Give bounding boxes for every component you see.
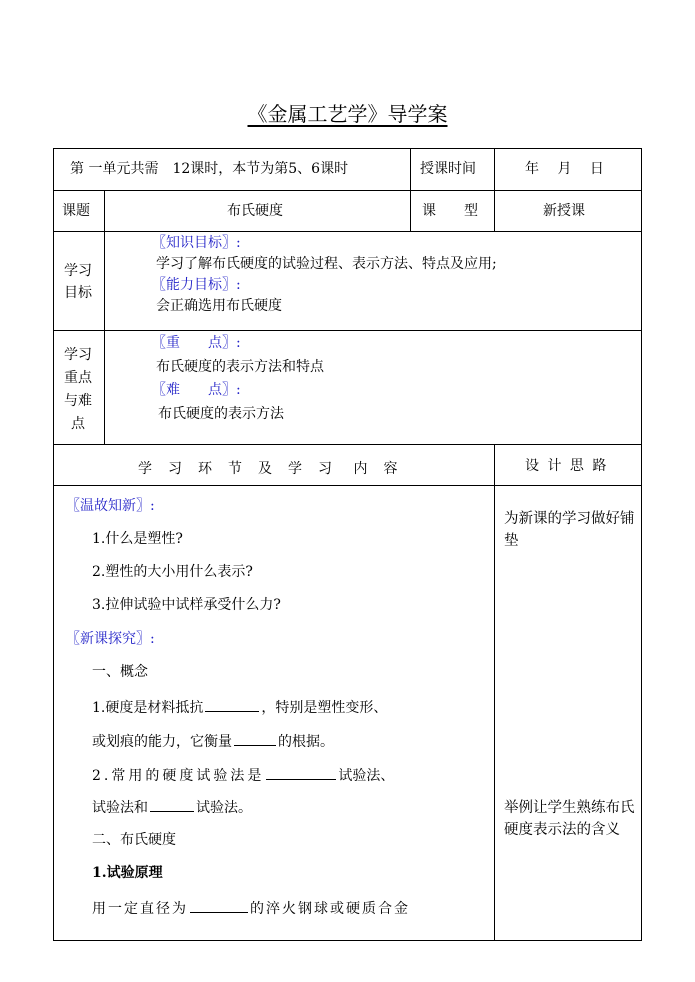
concept-line-1 (92, 697, 387, 717)
design-note-1: 为新课的学习做好铺垫 (504, 511, 635, 549)
row-divider-1 (53, 190, 642, 191)
topic-value: 布氏硬度 (227, 203, 283, 219)
unit-info: 第 一单元共需 12课时，本节为第5、6课时 (70, 161, 349, 177)
row-divider-2 (53, 231, 642, 232)
concept-line-3-start: 2.常用的硬度试验法是 (92, 768, 265, 784)
content-header-left: 学 习 环 节 及 学 习 内 容 (138, 461, 399, 477)
row-divider-5 (53, 485, 642, 486)
principle-line-1-start: 用一定直径为 (92, 901, 188, 917)
fill-blank[interactable] (234, 731, 276, 746)
date-fields: 年 月 日 (525, 161, 604, 177)
focus-label-2: 重点 (64, 370, 92, 386)
section-concept: 一、概念 (92, 664, 148, 680)
concept-line-1-end: ，特别是塑性变形、 (261, 700, 388, 716)
ability-heading: 〖能力目标〗: (152, 277, 241, 293)
focus-label-3: 与难 (64, 393, 92, 409)
page-title: 《金属工艺学》导学案 (247, 102, 448, 126)
fill-blank[interactable] (266, 765, 336, 780)
col-divider-a (410, 148, 411, 231)
key-point-heading: 〖重 点〗: (152, 335, 241, 351)
row-divider-3 (53, 330, 642, 331)
section-brinell: 二、布氏硬度 (92, 832, 176, 848)
fill-blank[interactable] (205, 697, 259, 712)
table-border-right (641, 148, 642, 941)
concept-line-4 (92, 797, 252, 817)
review-question-1: 1.什么是塑性? (92, 531, 183, 547)
focus-label-1: 学习 (64, 347, 92, 363)
table-border-top (53, 148, 642, 149)
difficult-point-heading: 〖难 点〗: (152, 382, 241, 398)
key-point-text: 布氏硬度的表示方法和特点 (156, 359, 324, 375)
design-note-2: 举例让学生熟练布氏硬度表示法的含义 (504, 800, 635, 838)
knowledge-heading: 〖知识目标〗: (152, 235, 241, 251)
table-border-left (53, 148, 54, 941)
subsection-principle (92, 864, 163, 882)
concept-line-2-end: 的根据。 (278, 734, 334, 750)
type-value: 新授课 (543, 203, 585, 219)
col-divider-b (494, 148, 495, 231)
difficult-point-text: 布氏硬度的表示方法 (158, 406, 284, 422)
concept-line-4-end: 试验法。 (196, 800, 252, 816)
ability-text: 会正确选用布氏硬度 (156, 298, 282, 314)
fill-blank[interactable] (150, 797, 194, 812)
concept-line-2-start: 或划痕的能力，它衡量 (92, 734, 232, 750)
focus-label-4: 点 (71, 416, 85, 432)
objectives-label-1: 学习 (64, 263, 92, 279)
objectives-label-2: 目标 (64, 285, 92, 301)
subsection-principle-text: 1.试验原理 (92, 865, 163, 881)
concept-line-2 (92, 731, 334, 751)
principle-line-1-end: 的淬火钢球或硬质合金 (250, 901, 410, 917)
knowledge-text: 学习了解布氏硬度的试验过程、表示方法、特点及应用; (156, 256, 497, 272)
table-border-bottom (53, 940, 642, 941)
row-divider-4 (53, 444, 642, 445)
concept-line-3-end: 试验法、 (338, 768, 395, 784)
fill-blank[interactable] (190, 898, 248, 913)
principle-line-1 (92, 898, 410, 918)
type-label: 课 型 (422, 203, 478, 219)
topic-label: 课题 (62, 203, 90, 219)
review-question-2: 2.塑性的大小用什么表示? (92, 564, 253, 580)
time-label: 授课时间 (420, 161, 476, 177)
col-divider-d (494, 444, 495, 941)
new-lesson-heading: 〖新课探究〗: (66, 631, 155, 647)
review-question-3: 3.拉伸试验中试样承受什么力? (92, 597, 281, 613)
concept-line-4-mid: 试验法和 (92, 800, 148, 816)
concept-line-1-start: 1.硬度是材料抵抗 (92, 700, 204, 716)
content-header-right: 设 计 思 路 (525, 458, 609, 474)
concept-line-3 (92, 765, 394, 785)
col-divider-c (104, 190, 105, 444)
review-heading: 〖温故知新〗: (66, 498, 155, 514)
